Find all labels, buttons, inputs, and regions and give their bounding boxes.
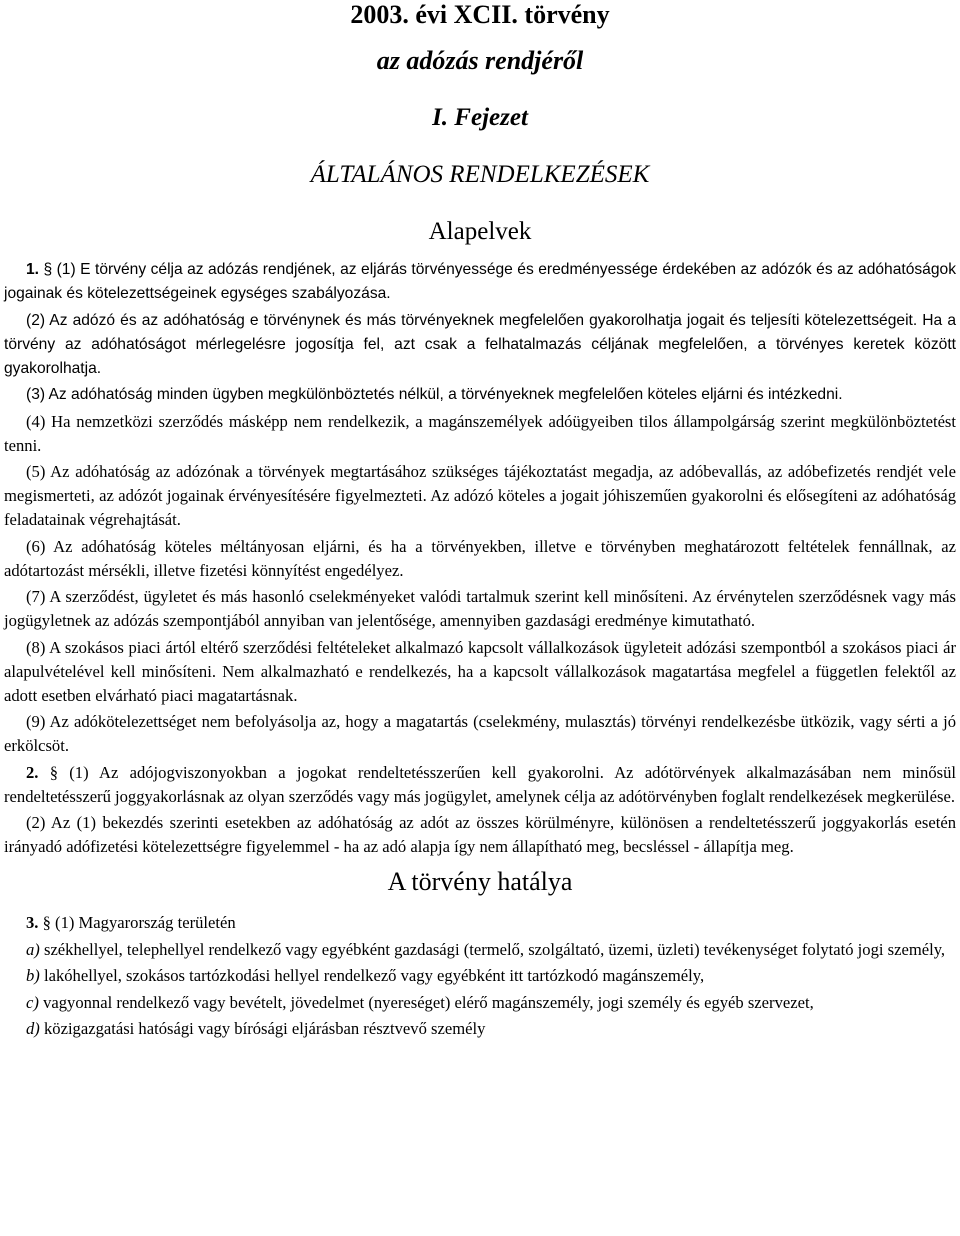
- list-item-d: [4, 1017, 956, 1041]
- paragraph-1-3: (3) Az adóhatóság minden ügyben megkülönböztetés nélkül, a törvényeknek megfelelően köteles eljárni és intézkedni.: [26, 386, 843, 403]
- item-label: c): [26, 992, 39, 1012]
- chapter-heading: I. Fejezet: [432, 104, 528, 131]
- item-text: lakóhellyel, szokásos tartózkodási hellyel rendelkező vagy egyébként itt tartózkodó magánszemély,: [43, 966, 705, 985]
- section-number: 3.: [26, 913, 39, 932]
- paragraph-text: § (1) E törvény célja az adózás rendjének, az eljárás törvényessége és eredményessége érdekében az adózók és az adóhatóságok jogainak és kötelezettségeinek egységes szabályozása.: [4, 261, 956, 302]
- chapter-title: ÁLTALÁNOS RENDELKEZÉSEK: [310, 161, 650, 188]
- list-item-a: [4, 938, 956, 962]
- paragraph-text: § (1) Az adójogviszonyokban a jogokat rendeltetésszerűen kell gyakorolni. Az adótörvények alkalmazásában nem minősül rendeltetésszerű joggyakorlásnak az olyan szerződés vagy más jogügylet, amelynek célja az adótörvényben foglalt rendelkezések megkerülése.: [4, 762, 956, 806]
- paragraph-text: § (1) Magyarország területén: [42, 913, 236, 932]
- paragraph-2-2: (2) Az (1) bekezdés szerinti esetekben az adóhatóság az adót az összes körülményre, különösen a rendeltetésszerű joggyakorlás esetén irányadó adófizetési kötelezettségre figyelemmel - ha az adó alapja így nem állapítható meg, becsléssel - állapítja meg.: [4, 813, 956, 856]
- paragraph-3-1: [4, 911, 956, 935]
- section-number: 2.: [26, 762, 39, 782]
- list-item-b: [4, 964, 956, 988]
- list-item-c: [4, 991, 956, 1015]
- item-text: közigazgatási hatósági vagy bírósági eljárásban résztvevő személy: [43, 1019, 486, 1038]
- item-label: d): [26, 1019, 40, 1038]
- section-number: 1.: [26, 261, 40, 278]
- law-subtitle: az adózás rendjéről: [376, 46, 584, 75]
- section-heading-scope: A törvény hatálya: [387, 867, 573, 896]
- paragraph-1-2: (2) Az adózó és az adóhatóság e törvénynek és más törvényeknek megfelelően gyakorolhatja jogait és teljesíti kötelezettségeit. Ha a törvény az adóhatóságot mérlegelésre jogosítja fel, azt csak a felhatalmazás céljának megfelelően, a törvényes keretek között gyakorolhatja.: [4, 311, 956, 377]
- item-label: a): [26, 939, 40, 959]
- paragraph-1-6: (6) Az adóhatóság köteles méltányosan eljárni, és ha a törvényekben, illetve e törvényben meghatározott feltételek fennállnak, az adótartozást mérsékli, illetve fizetési könnyítést engedélyez.: [4, 536, 956, 580]
- paragraph-1-1: [4, 258, 956, 306]
- item-label: b): [26, 966, 40, 985]
- item-text: vagyonnal rendelkező vagy bevételt, jövedelmet (nyereséget) elérő magánszemély, jogi személy és egyéb szervezet,: [43, 992, 814, 1012]
- paragraph-1-5: (5) Az adóhatóság az adózónak a törvények megtartásához szükséges tájékoztatást megadja, az adóbevallás, az adóbefizetés rendjét vele megismerteti, az adózót jogainak érvényesítésére figyelmezteti. Az adózó köteles a jogait jóhiszeműen gyakorolni és elősegíteni az adóhatóság feladatainak végrehajtását.: [4, 462, 956, 529]
- item-text: székhellyel, telephellyel rendelkező vagy egyébként gazdasági (termelő, szolgáltató, üzemi, üzleti) tevékenységet folytató jogi személy,: [43, 939, 946, 959]
- section-heading-principles: Alapelvek: [428, 218, 532, 245]
- paragraph-1-4: (4) Ha nemzetközi szerződés másképp nem rendelkezik, a magánszemélyek adóügyeiben tilos állampolgárság szerint megkülönböztetést tenni.: [4, 411, 956, 455]
- paragraph-1-9: (9) Az adókötelezettséget nem befolyásolja az, hogy a magatartás (cselekmény, mulasztás) törvényi rendelkezésbe ütközik, vagy sérti a jó erkölcsöt.: [4, 712, 956, 755]
- paragraph-2-1: [4, 761, 956, 809]
- law-title: 2003. évi XCII. törvény: [350, 0, 610, 29]
- paragraph-1-8: (8) A szokásos piaci ártól eltérő szerződési feltételeket alkalmazó kapcsolt vállalkozások ügyleteit adózási szempontból a szokásos piaci ár alapulvételével kell minősíteni. Nem alkalmazható e rendelkezés, ha a kapcsolt vállalkozások magatartása megfelel a független felektől az adott esetben elvárható piaci magatartásnak.: [4, 637, 956, 705]
- paragraph-1-7: (7) A szerződést, ügyletet és más hasonló cselekményeket valódi tartalmuk szerint kell minősíteni. Az érvénytelen szerződésnek vagy más jogügyletnek az adózás szempontjából annyiban van jelentősége, amennyiben gazdasági eredménye kimutatható.: [4, 587, 956, 630]
